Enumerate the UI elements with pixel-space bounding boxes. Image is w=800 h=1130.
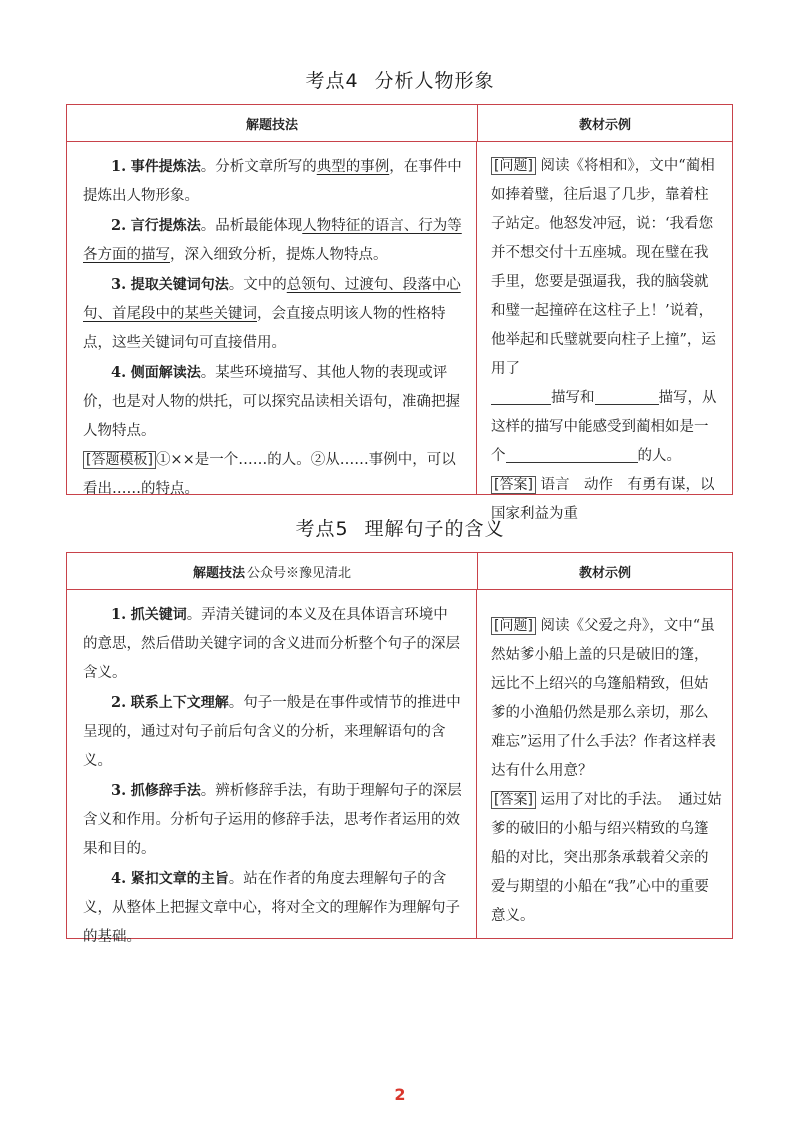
watermark: 公众号※豫见清北: [247, 565, 352, 581]
section4-method-1: 1. 事件提炼法。分析文章所写的典型的事例，在事件中提炼出人物形象。: [83, 158, 462, 204]
blank-1: [491, 386, 551, 405]
section4-header-row: [67, 105, 732, 142]
section5-method-1: 1. 抓关键词。弄清关键词的本义及在具体语言环境中的意思，然后借助关键字词的含义进而分析整个句子的深层含义。: [83, 606, 460, 681]
section4-example: [477, 142, 732, 522]
section4-heading: 分析人物形象: [374, 70, 495, 92]
section4-question: [问题] 阅读《将相和》，文中“蔺相如捧着璧，往后退了几步，靠着柱子站定。他怒发冲冠，说：‘我看您并不想交付十五座城。现在璧在我手里，您要是强逼我，我的脑袋就和璧一起撞碎在这柱子上！’说着，他举起和氏璧就要向柱子上撞”，运用了 描写和 描写，从这样的描写中能感受到蔺相如是一个 的人。: [491, 158, 717, 464]
section5-heading: 理解句子的含义: [364, 518, 505, 540]
section5-question: [问题] 阅读《父爱之舟》，文中“虽然姑爹小船上盖的只是破旧的篷，远比不上绍兴的乌篷船精致，但姑爹的小渔船仍然是那么亲切，那么难忘”运用了什么手法？作者这样表达有什么用意？: [491, 618, 716, 779]
section5-example: [477, 590, 732, 938]
section5-left-header: 解题技法 公众号※豫见清北: [67, 553, 478, 589]
section5-number: 考点5: [295, 518, 349, 540]
section5-header-row: [67, 553, 732, 590]
section5-method-4: 4. 紧扣文章的主旨。站在作者的角度去理解句子的含义，从整体上把握文章中心，将对全文的理解作为理解句子的基础。: [83, 870, 460, 945]
section5-method-3: 3. 抓修辞手法。辨析修辞手法，有助于理解句子的深层含义和作用。分析句子运用的修辞手法，思考作者运用的效果和目的。: [83, 782, 462, 857]
section5-answer: [答案] 运用了对比的手法。 通过姑爹的破旧的小船与绍兴精致的乌篷船的对比，突出那条承载着父亲的爱与期望的小船在“我”心中的重要意义。: [491, 792, 722, 924]
section4-method-4: 4. 侧面解读法。某些环境描写、其他人物的表现或评价，也是对人物的烘托，可以探究品读相关语句，准确把握人物特点。: [83, 364, 460, 439]
section5-table: [66, 552, 733, 945]
blank-3: [506, 444, 638, 463]
section4-table: [66, 104, 733, 522]
section4-answer: [答案] 语言 动作 有勇有谋，以国家利益为重: [491, 477, 715, 522]
section4-method-2: 2. 言行提炼法。品析最能体现人物特征的语言、行为等各方面的描写，深入细致分析，提炼人物特点。: [83, 217, 462, 263]
blank-2: [595, 386, 659, 405]
section5-method-2: 2. 联系上下文理解。句子一般是在事件或情节的推进中呈现的，通过对句子前后句含义的分析，来理解语句的含义。: [83, 694, 461, 769]
section4-right-header: 教材示例: [578, 117, 631, 133]
section4-left-header: 解题技法: [67, 105, 478, 141]
section5-title: [0, 514, 800, 541]
section4-title: [0, 66, 800, 93]
section5-right-header: 教材示例: [578, 565, 631, 581]
page-number: 2: [394, 1085, 406, 1104]
section4-number: 考点4: [305, 70, 359, 92]
section4-answer-template: [答题模板] ①××是一个……的人。②从……事例中，可以看出……的特点。: [83, 452, 456, 497]
section4-method-3: 3. 提取关键词句法。文中的总领句、过渡句、段落中心句、首尾段中的某些关键词，会直接点明该人物的性格特点，这些关键词句可直接借用。: [83, 276, 461, 351]
section5-methods: [67, 590, 477, 945]
section4-methods: [67, 142, 477, 497]
